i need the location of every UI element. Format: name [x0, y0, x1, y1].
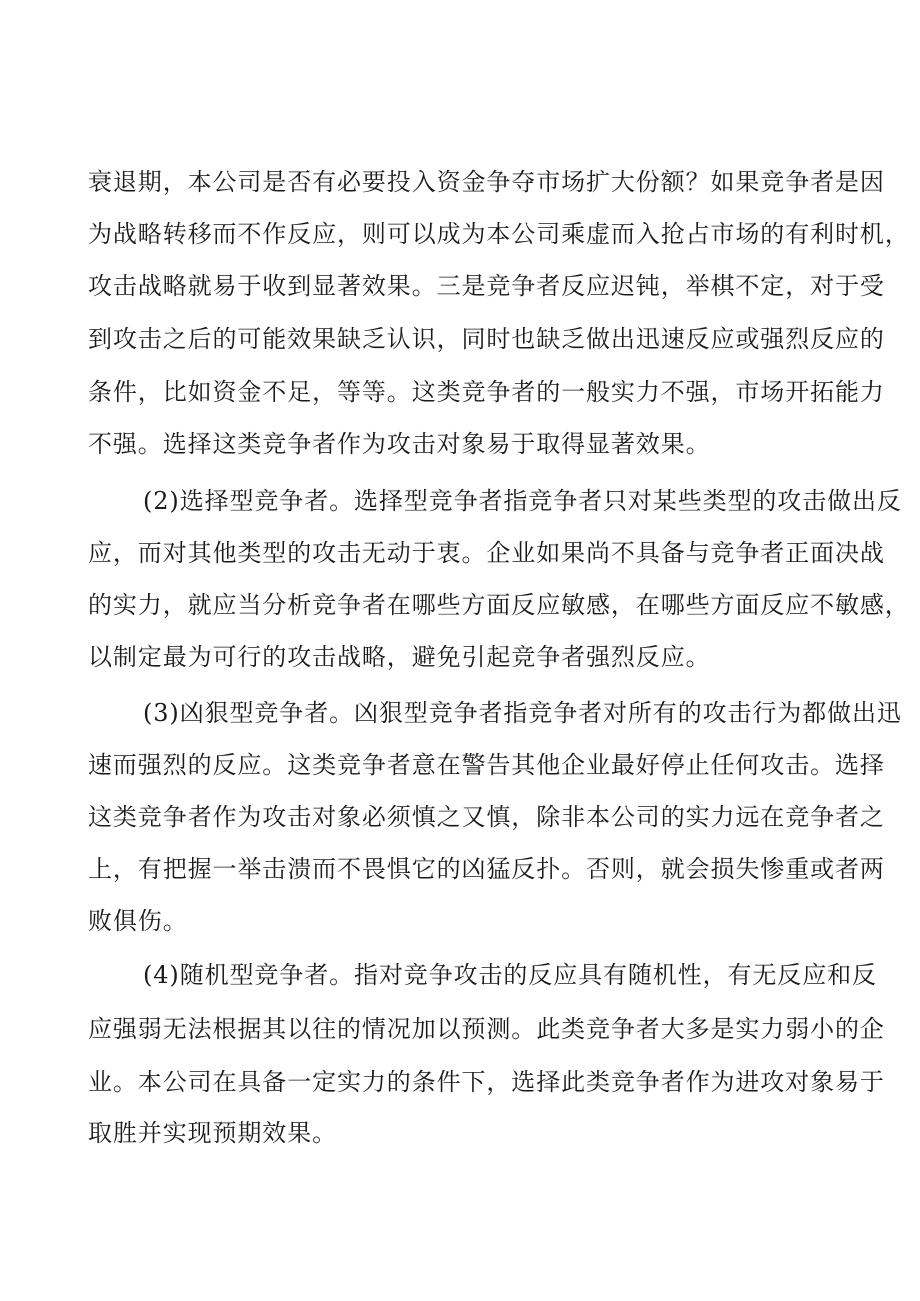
text-line: 攻击战略就易于收到显著效果。三是竞争者反应迟钝，举棋不定，对于受	[88, 272, 885, 300]
text-line: 败俱伤。	[88, 907, 188, 935]
text-line: 应强弱无法根据其以往的情况加以预测。此类竞争者大多是实力弱小的企	[88, 1015, 885, 1043]
text-line: 应，而对其他类型的攻击无动于衷。企业如果尚不具备与竞争者正面决战	[88, 539, 885, 567]
text-line: 以制定最为可行的攻击战略，避免引起竞争者强烈反应。	[88, 643, 711, 671]
text-line: 为战略转移而不作反应，则可以成为本公司乘虚而入抢占市场的有利时机，	[88, 220, 910, 248]
text-line: 上，有把握一举击溃而不畏惧它的凶猛反扑。否则，就会损失惨重或者两	[88, 855, 885, 883]
text-line: 不强。选择这类竞争者作为攻击对象易于取得显著效果。	[88, 430, 711, 458]
text-line: 的实力，就应当分析竞争者在哪些方面反应敏感，在哪些方面反应不敏感，	[88, 591, 910, 619]
text-line: (3)凶狠型竞争者。凶狠型竞争者指竞争者对所有的攻击行为都做出迅	[143, 699, 902, 727]
text-line: (2)选择型竞争者。选择型竞争者指竞争者只对某些类型的攻击做出反	[143, 487, 902, 515]
text-line: 到攻击之后的可能效果缺乏认识，同时也缺乏做出迅速反应或强烈反应的	[88, 325, 885, 353]
text-line: 速而强烈的反应。这类竞争者意在警告其他企业最好停止任何攻击。选择	[88, 751, 885, 779]
text-line: 这类竞争者作为攻击对象必须慎之又慎，除非本公司的实力远在竞争者之	[88, 803, 885, 831]
text-line: 取胜并实现预期效果。	[88, 1119, 337, 1147]
text-line: 条件，比如资金不足，等等。这类竞争者的一般实力不强，市场开拓能力	[88, 378, 885, 406]
text-line: (4)随机型竞争者。指对竞争攻击的反应具有随机性，有无反应和反	[143, 961, 877, 989]
text-line: 业。本公司在具备一定实力的条件下，选择此类竞争者作为进攻对象易于	[88, 1068, 885, 1096]
text-line: 衰退期，本公司是否有必要投入资金争夺市场扩大份额？如果竞争者是因	[88, 168, 885, 196]
